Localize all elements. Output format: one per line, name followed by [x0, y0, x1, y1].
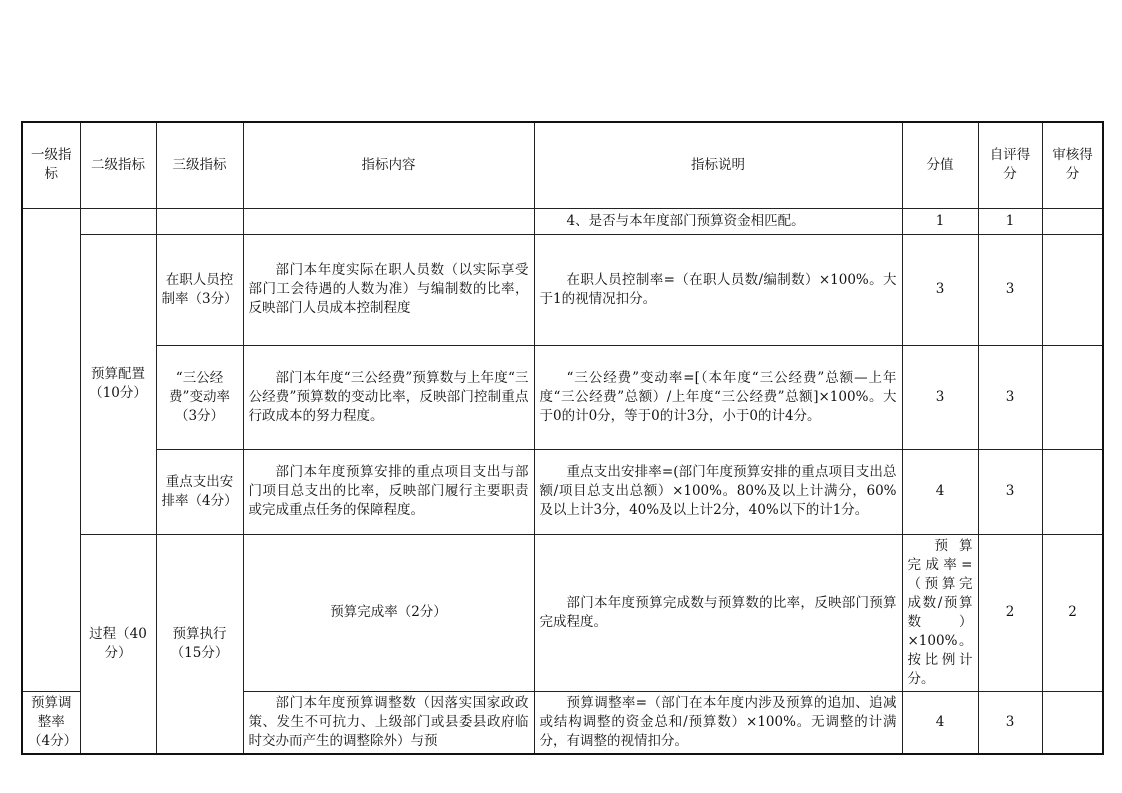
row-score: 3 [902, 345, 978, 449]
row-audit-score [1042, 208, 1103, 234]
table-row [22, 534, 1103, 691]
row-self-score: 2 [1042, 534, 1103, 691]
row-audit-score [1042, 691, 1103, 754]
header-level2: 二级指标 [80, 122, 156, 208]
row-audit-score [1042, 345, 1103, 449]
row-score: 4 [902, 691, 978, 754]
level2-budget-execution: 预算执行（15分） [156, 534, 243, 754]
row-content: 部门本年度预算安排的重点项目支出与部门项目总支出的比率，反映部门履行主要职责或完成重点任务的保障程度。 [243, 449, 534, 534]
row-score: 4 [902, 449, 978, 534]
row-score: 2 [978, 534, 1042, 691]
row-description: “三公经费”变动率=[（本年度“三公经费”总额—上年度“三公经费”总额）/上年度“三公经费”总额]×100%。大于0的计0分，等于0的计3分，小于0的计4分。 [534, 345, 902, 449]
row-score: 3 [902, 234, 978, 345]
header-content: 指标内容 [243, 122, 534, 208]
header-level3: 三级指标 [156, 122, 243, 208]
row-self-score: 3 [978, 449, 1042, 534]
table-row [22, 234, 1103, 345]
row-level3: 预算调整率（4分） [22, 691, 80, 754]
evaluation-table [21, 121, 1104, 755]
row-score: 1 [902, 208, 978, 234]
row-description: 在职人员控制率=（在职人员数/编制数）×100%。大于1的视情况扣分。 [534, 234, 902, 345]
level1-cell-empty [22, 208, 80, 691]
row-description: 预算完成率=（预算完成数/预算数）×100%。按比例计分。 [902, 534, 978, 691]
row-level3: 在职人员控制率（3分） [156, 234, 243, 345]
level1-process: 过程（40分） [80, 534, 156, 754]
row-content: 部门本年度预算调整数（因落实国家政政策、发生不可抗力、上级部门或县委县政府临时交办而产生的调整除外）与预 [243, 691, 534, 754]
header-score: 分值 [902, 122, 978, 208]
row-audit-score [1042, 449, 1103, 534]
header-description: 指标说明 [534, 122, 902, 208]
row-self-score: 3 [978, 234, 1042, 345]
row-content: 部门本年度预算完成数与预算数的比率，反映部门预算完成程度。 [534, 534, 902, 691]
row-self-score: 3 [978, 691, 1042, 754]
row-content [243, 208, 534, 234]
row-level3: “三公经费”变动率（3分） [156, 345, 243, 449]
row-description: 4、是否与本年度部门预算资金相匹配。 [534, 208, 902, 234]
header-audit-score: 审核得分 [1042, 122, 1103, 208]
header-level1: 一级指标 [22, 122, 80, 208]
table-row [22, 345, 1103, 449]
row-content: 部门本年度实际在职人员数（以实际享受部门工会待遇的人数为准）与编制数的比率，反映部门人员成本控制程度 [243, 234, 534, 345]
row-content: 部门本年度“三公经费”预算数与上年度“三公经费”预算数的变动比率，反映部门控制重点行政成本的努力程度。 [243, 345, 534, 449]
row-self-score: 3 [978, 345, 1042, 449]
header-row [22, 122, 1103, 208]
row-level3: 预算完成率（2分） [243, 534, 534, 691]
row-level3 [156, 208, 243, 234]
level2-budget-config: 预算配置（10分） [80, 234, 156, 534]
table-row [22, 449, 1103, 534]
level2-cell-empty [80, 208, 156, 234]
header-self-score: 自评得分 [978, 122, 1042, 208]
row-description: 预算调整率=（部门在本年度内涉及预算的追加、追减或结构调整的资金总和/预算数）×100%。无调整的计满分，有调整的视情扣分。 [534, 691, 902, 754]
row-audit-score [1042, 234, 1103, 345]
row-description: 重点支出安排率=(部门年度预算安排的重点项目支出总额/项目总支出总额）×100%。80%及以上计满分，60%及以上计3分，40%及以上计2分，40%以下的计1分。 [534, 449, 902, 534]
table-row [22, 208, 1103, 234]
row-self-score: 1 [978, 208, 1042, 234]
row-level3: 重点支出安排率（4分） [156, 449, 243, 534]
